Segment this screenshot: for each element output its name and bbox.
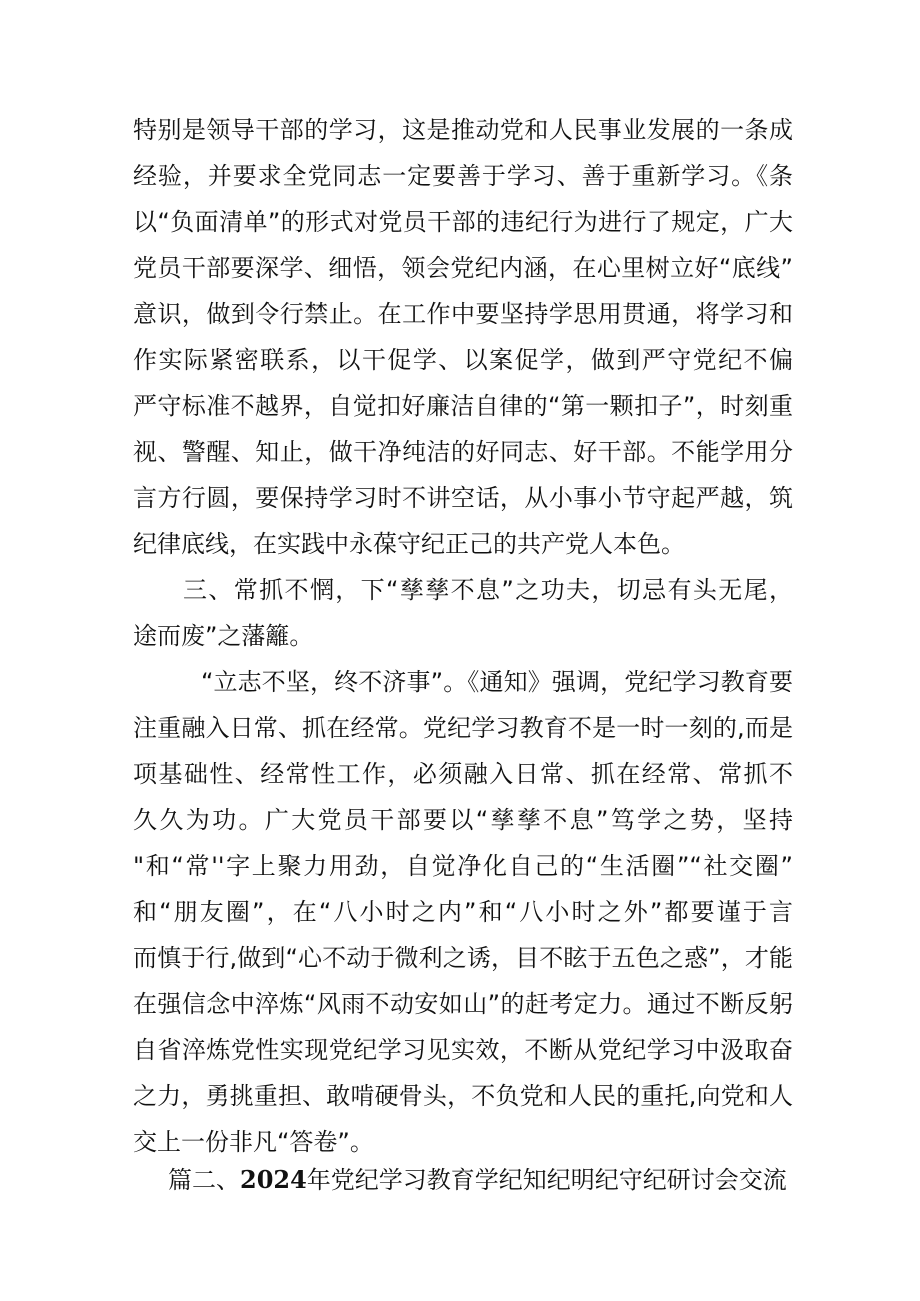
paragraph-line: 纪律底线，在实践中永葆守纪正己的共产党人本色。 bbox=[133, 530, 685, 558]
paragraph-line: 作实际紧密联系，以干促学、以案促学，做到严守党纪不偏 bbox=[133, 346, 793, 374]
heading-year: 2024 bbox=[240, 1165, 307, 1194]
paragraph-line: 经验，并要求全党同志一定要善于学习、善于重新学习。《条 bbox=[133, 162, 793, 190]
paragraph-line: 视、警醒、知止，做干净纯洁的好同志、好干部。不能学用分 bbox=[133, 438, 793, 466]
paragraph-line: 和“朋友圈”，在“八小时之内”和“八小时之外”都要谨于言 bbox=[133, 898, 793, 926]
paragraph-line: 意识，做到令行禁止。在工作中要坚持学思用贯通，将学习和 bbox=[133, 300, 793, 328]
paragraph-line: 党员干部要深学、细悟，领会党纪内涵，在心里树立好“底线” bbox=[133, 254, 793, 282]
paragraph-line: 而慎于行,做到“心不动于微利之诱，目不眩于五色之惑”，才能 bbox=[133, 944, 793, 972]
paragraph-line: “立志不坚，终不济事”。《通知》强调，党纪学习教育要 bbox=[201, 668, 793, 696]
paragraph-line: 交上一份非凡“答卷”。 bbox=[133, 1128, 374, 1156]
paragraph-line: "和“常''字上聚力用劲，自觉净化自己的“生活圈”“社交圈” bbox=[133, 852, 793, 880]
paragraph-line: 以“负面清单”的形式对党员干部的违纪行为进行了规定，广大 bbox=[133, 208, 793, 236]
heading-title: 年党纪学习教育学纪知纪明纪守纪研讨会交流 bbox=[306, 1166, 787, 1194]
section-title-line: 途而废”之藩籬。 bbox=[133, 622, 314, 650]
paragraph-line: 言方行圆，要保持学习时不讲空话，从小事小节守起严越，筑 bbox=[133, 484, 793, 512]
paragraph-line: 严守标准不越界，自觉扣好廉洁自律的“第一颗扣子”，时刻重 bbox=[133, 392, 793, 420]
paragraph-line: 特别是领导干部的学习，这是推动党和人民事业发展的一条成 bbox=[133, 116, 793, 144]
paragraph-line: 久久为功。广大党员干部要以“孳孳不息”笃学之势，坚持 bbox=[133, 806, 793, 834]
paragraph-line: 自省淬炼党性实现党纪学习见实效，不断从党纪学习中汲取奋 bbox=[133, 1036, 793, 1064]
article-heading bbox=[168, 1165, 787, 1195]
paragraph-line: 注重融入日常、抓在经常。党纪学习教育不是一时一刻的,而是 bbox=[133, 714, 793, 742]
paragraph-line: 项基础性、经常性工作，必须融入日常、抓在经常、常抓不 bbox=[133, 760, 793, 788]
paragraph-line: 在强信念中淬炼“风雨不动安如山”的赶考定力。通过不断反躬 bbox=[133, 990, 793, 1018]
heading-prefix: 篇二、 bbox=[168, 1166, 240, 1194]
paragraph-line: 之力，勇挑重担、敢啃硬骨头，不负党和人民的重托,向党和人 bbox=[133, 1082, 793, 1110]
section-title-line: 三、常抓不惘，下“孳孳不息”之功夫，切忌有头无尾， bbox=[183, 576, 793, 604]
